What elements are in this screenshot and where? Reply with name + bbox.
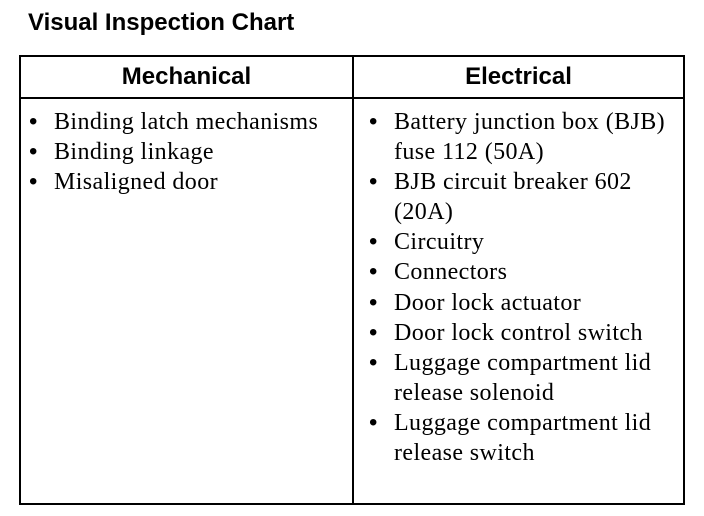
mechanical-header: Mechanical <box>121 63 252 90</box>
list-item: • Battery junction box (BJB) fuse 112 (50A) <box>369 107 681 167</box>
electrical-list <box>369 107 681 468</box>
list-item: • Misaligned door <box>29 167 347 197</box>
mechanical-list <box>29 107 347 197</box>
list-item: • Binding linkage <box>29 137 347 167</box>
chart-title: Visual Inspection Chart <box>28 9 295 36</box>
list-item: • Door lock actuator <box>369 288 681 318</box>
list-item: • Door lock control switch <box>369 318 681 348</box>
column-divider <box>352 57 354 503</box>
list-item: • Circuitry <box>369 227 681 257</box>
electrical-header: Electrical <box>465 63 572 90</box>
list-item: • Binding latch mechanisms <box>29 107 347 137</box>
list-item: • Connectors <box>369 257 681 287</box>
list-item: • BJB circuit breaker 602 (20A) <box>369 167 681 227</box>
list-item: • Luggage compartment lid release solenoid <box>369 348 681 408</box>
inspection-table <box>19 55 685 505</box>
list-item: • Luggage compartment lid release switch <box>369 408 681 468</box>
